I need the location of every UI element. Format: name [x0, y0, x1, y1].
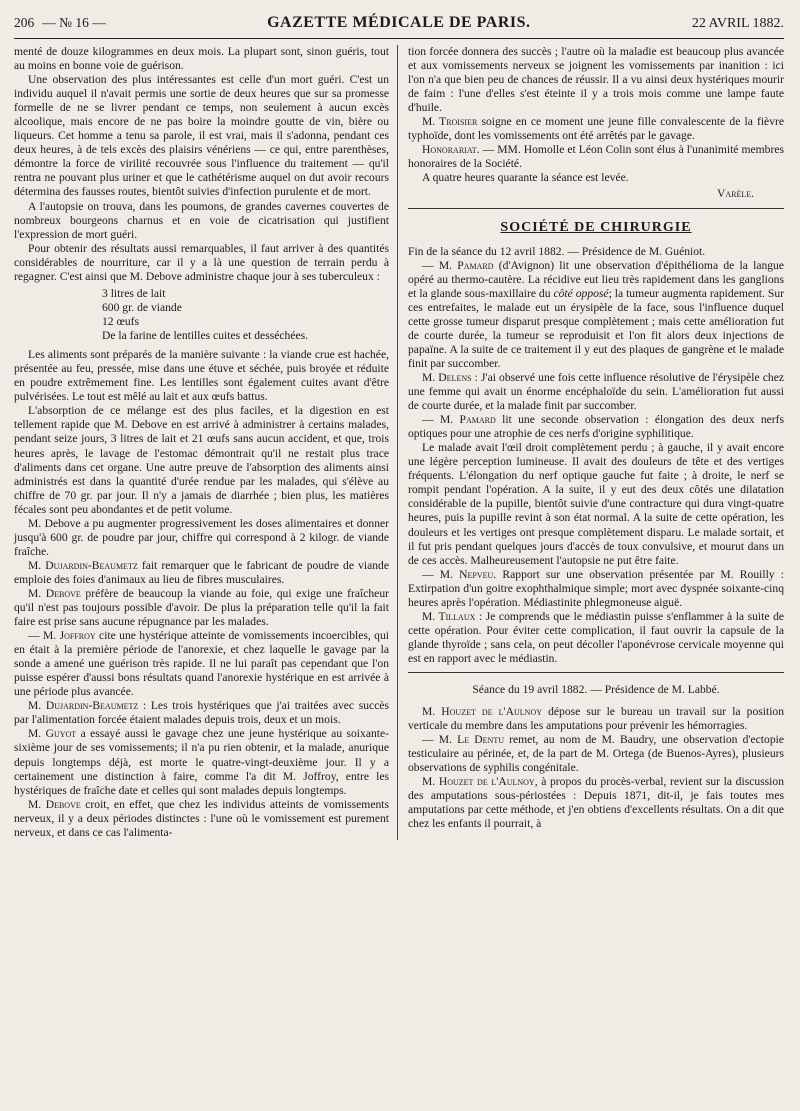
page-number: 206	[14, 15, 35, 30]
issue-number: — № 16 —	[42, 15, 106, 30]
paragraph: A quatre heures quarante la séance est levée.	[422, 171, 629, 185]
session-line: Fin de la séance du 12 avril 1882. — Présidence de M. Guéniot.	[408, 244, 706, 258]
speaker-name: — M. Joffroy	[28, 629, 96, 643]
paragraph-text: cite une hystérique atteinte de vomissements incoercibles, qui en était à la première période de l'anorexie, et chez laquelle le gavage par la sonde a amené une guérison très rapide. Il ne lui paraît pas cependant que l'on puisse espérer d'aussi bons résultats quand l'anorexie hystérique en est arrivée à une période plus avancée.	[14, 629, 389, 699]
paragraph	[408, 705, 784, 733]
paragraph	[408, 775, 784, 831]
speaker-name: M. Houzet de l'Aulnoy	[422, 775, 535, 789]
list-item: 12 œufs	[102, 314, 140, 328]
paragraph-text: (d'Avignon) lit une observation d'épithélioma de la langue opéré au thermo-cautère. La récidive eut lieu très rapidement dans les ganglions et la glande sous-maxillaire du	[408, 258, 785, 300]
paragraph	[14, 587, 389, 629]
paragraph: Une observation des plus intéressantes est celle d'un mort guéri. C'est un individu auquel il n'avait permis une sortie de deux heures que sur sa promesse formelle de ne se livrer pendant ce temps, non seulement à aucun excès alcoolique, mais encore de ne pas boire la moindre goutte de vin, bière ou liqueurs. Cet homme a tenu sa parole, il est vrai, mais il s'adonna, pendant ces deux heures, à de tels excès des plaisirs vénériens — ce qui, entre parenthèses, démontre la force de virilité recouvrée sous l'influence du traitement — qu'il rentra ne pouvant plus uriner et que le cathétérisme auquel on dut avoir recours détermina des fausses routes, bientôt suivies d'infection purulente et de mort.	[14, 73, 389, 199]
speaker-name: M. Troisier	[422, 115, 478, 129]
paragraph-text: fait remarquer que le fabricant de poudre de viande emploie des foies d'animaux au lieu de fibres musculaires.	[14, 558, 389, 586]
paragraph-text: soigne en ce moment une jeune fille convalescente de la fièvre typhoïde, dont les vomissements ont été arrêtés par le gavage.	[408, 115, 784, 143]
speaker-name: M. Debove	[28, 586, 81, 600]
paragraph	[14, 727, 389, 797]
list-item: 600 gr. de viande	[102, 300, 182, 314]
speaker-name: M. Houzet de l'Aulnoy	[422, 705, 543, 719]
speaker-name: M. Dujardin-Beaumetz	[28, 558, 138, 572]
paragraph	[408, 115, 784, 143]
divider	[408, 672, 784, 673]
left-column	[14, 45, 397, 840]
speaker-name: M. Dujardin-Beaumetz	[28, 699, 139, 713]
paragraph: Les aliments sont préparés de la manière suivante : la viande crue est hachée, présentée au feu, pressée, mise dans une étuve et séchée, puis broyée et réduite en poudre extrêmement fine. Les lentilles sont également cuites avant d'être pulvérisées. Le tout est mêlé au lait et aux œufs battus.	[14, 348, 389, 404]
speaker-name: — M. Nepveu.	[422, 567, 497, 581]
section-label: Honorariat.	[422, 143, 480, 157]
session-heading: Séance du 19 avril 1882. — Présidence de M. Labbé.	[472, 682, 720, 696]
paragraph-text: : J'ai observé une fois cette influence résolutive de l'érysipèle chez une femme qui avait un énorme encéphaloïde du sein. L'amélioration fut aussi de courte durée, et la malade finit par succomber.	[408, 370, 784, 413]
paragraph	[408, 568, 784, 610]
paragraph-text: ; la tumeur augmenta rapidement. Sur ces entrefaites, le malade eut un érysipèle de la face, sous l'influence duquel cette grosse tumeur disparut presque complètement ; mais cette amélioration fut de courte durée, la tumeur se reproduisit et l'on fit alors deux injections de papaïne. A la suite de ce traitement il y eut des plaques de gangrène et le malade finit par succomber.	[408, 286, 784, 370]
paragraph	[408, 259, 784, 371]
speaker-name: M. Delens	[422, 370, 472, 384]
page-header	[14, 14, 784, 39]
paragraph	[14, 629, 389, 699]
paragraph: L'absorption de ce mélange est des plus faciles, et la digestion en est tellement rapide que M. Debove en est arrivé à administrer à certains malades, pendant seize jours, 3 litres de lait et 21 œufs sans aucun accident, et que, trois heures après, le lavage de l'estomac démontrait qu'il ne restait plus trace d'aliments dans cet organe. Une autre preuve de l'absorption des aliments ainsi administrés est dans la quantité d'urée rendue par les malades, qui s'élève au chiffre de 70 gr. par jour. Il n'y a jamais de diarrhée ; bien plus, les matières fécales sont peu abondantes et de petit volume.	[14, 404, 389, 516]
speaker-name: — M. Le Dentu	[422, 733, 504, 747]
paragraph: Pour obtenir des résultats aussi remarquables, il faut arriver à des quantités considérables de nourriture, car il y a là une question de terrain perdu à regagner. C'est ainsi que M. Debove administre chaque jour à ses tuberculeux :	[14, 241, 389, 283]
paragraph-text: préfère de beaucoup la viande au foie, qui exige une fraîcheur qu'il n'est pas toujours possible d'avoir. De plus la préparation telle qu'il la fait faire est prise sans aucune répugnance par les malades.	[14, 586, 389, 629]
paragraph-text: — MM. Homolle et Léon Colin sont élus à l'unanimité membres honoraires de la Société.	[408, 143, 784, 171]
paragraph: A l'autopsie on trouva, dans les poumons, de grandes cavernes couvertes de nombreux bourgeons charnus et en voie de cicatrisation qui justifient l'expression de mort guéri.	[14, 199, 389, 241]
journal-title: GAZETTE MÉDICALE DE PARIS.	[267, 14, 531, 31]
issue-date: 22 AVRIL 1882.	[691, 16, 784, 31]
paragraph-text: : Je comprends que le médiastin puisse s'enflammer à la suite de cette opération. Pour éviter cette complication, il faut ouvrir la capsule de la glande thyroïde ; sans cela, on peut décoller l'aponévrose cervicale moyenne qui est en rapport avec le médiastin.	[408, 609, 785, 665]
signature: Varèle.	[716, 187, 754, 201]
paragraph: tion forcée donnera des succès ; l'autre où la maladie est beaucoup plus avancée et aux vomissements nerveux se joignent les vomissements par inanition : ici l'on n'a que bien peu de chances de réussir. Il a vu ainsi deux hystériques mourir de faim : l'une d'elles s'est éteinte il y a trois mois comme une lampe faute d'huile.	[408, 45, 784, 115]
paragraph: M. Debove a pu augmenter progressivement les doses alimentaires et donner jusqu'à 600 gr. de poudre par jour, chiffre qui correspond à 2 kilogr. de viande fraîche.	[14, 516, 389, 558]
paragraph: Le malade avait l'œil droit complètement perdu ; à gauche, il y avait encore une légère perception lumineuse. Il avait des douleurs de tête et des vertiges fréquents. L'élongation du nerf optique gauche fut faite ; à droite, le nerf se rompit pendant l'opération. A la suite, il y eut des deux côtés une dilatation considérable de la pupille, bientôt suivie d'une contracture qui dura vingt-quatre heures, puis la pupille revint à son état normal. A la suite de cette opération, les douleurs et les vertiges ont presque complètement disparu. Le malade sortait, et il fut pris pendant quelques jours d'accès de toux convulsive, et mourut dans un de ces accès. Malheureusement l'autopsie ne put être faite.	[408, 441, 784, 567]
paragraph	[408, 733, 784, 775]
paragraph	[408, 413, 784, 441]
paragraph-text: Rapport sur une observation présentée par M. Rouilly : Extirpation d'un goitre exophthalmique simple; mort avec dyspnée soixante-cinq heures après l'opération. Médiastinite phlegmoneuse aiguë.	[408, 567, 784, 609]
paragraph-text: , à propos du procès-verbal, revient sur la discussion des amputations sous-périostées : Depuis 1871, dit-il, je fais toutes mes amputations par cette méthode, et j'en obtiens d'excellents résultats. On a dit que chez les enfants il pourrait, à	[408, 775, 784, 831]
list-item: De la farine de lentilles cuites et desséchées.	[102, 329, 309, 343]
paragraph-text: lit une seconde observation : élongation des deux nerfs optiques pour une atrophie de ces nerfs d'origine syphilitique.	[408, 413, 785, 441]
paragraph-text: : Les trois hystériques que j'ai traitées avec succès par l'alimentation forcée étaient malades depuis trois, deux et un mois.	[14, 699, 390, 727]
paragraph: menté de douze kilogrammes en deux mois. La plupart sont, sinon guéris, tout au moins en bonne voie de guérison.	[14, 45, 389, 73]
paragraph	[14, 798, 389, 840]
speaker-name: — M. Pamard	[422, 258, 494, 272]
speaker-name: M. Tillaux	[422, 609, 476, 623]
paragraph	[408, 143, 784, 171]
speaker-name: M. Guyot	[28, 727, 77, 741]
speaker-name: — M. Pamard	[422, 413, 496, 427]
paragraph	[14, 699, 389, 727]
paragraph-text: croit, en effet, que chez les individus atteints de vomissements nerveux, il y a deux périodes distinctes : l'une où le vomissement est purement nerveux, et dans ce cas l'alimenta-	[14, 797, 389, 839]
emphasis: côté opposé	[553, 286, 609, 300]
right-column	[397, 45, 784, 840]
paragraph-text: remet, au nom de M. Baudry, une observation d'ectopie testiculaire au périnée, et, de la part de M. Ortega (de Buenos-Ayres), plusieurs observations de syphilis congénitale.	[408, 733, 784, 775]
list-item: 3 litres de lait	[102, 286, 166, 300]
paragraph	[14, 559, 389, 587]
section-title: SOCIÉTÉ DE CHIRURGIE	[500, 219, 692, 235]
paragraph-text: a essayé aussi le gavage chez une jeune hystérique au soixante-sixième jour de ses vomissements; il n'a pu rien obtenir, et la malade, anurique depuis longtemps déjà, est morte le quatre-vingt-deuxième jour. Il y a certainement une distinction à faire, comme l'a dit M. Joffroy, entre les hystériques de fraîche date et celles qui sont malades depuis longtemps.	[14, 727, 389, 797]
paragraph-text: dépose sur le bureau un travail sur la position verticale du membre dans les amputations pour prévenir les hémorragies.	[408, 705, 785, 733]
diet-list	[102, 287, 389, 343]
speaker-name: M. Debove	[28, 797, 81, 811]
divider	[408, 208, 784, 209]
paragraph	[408, 371, 784, 413]
paragraph	[408, 610, 784, 666]
